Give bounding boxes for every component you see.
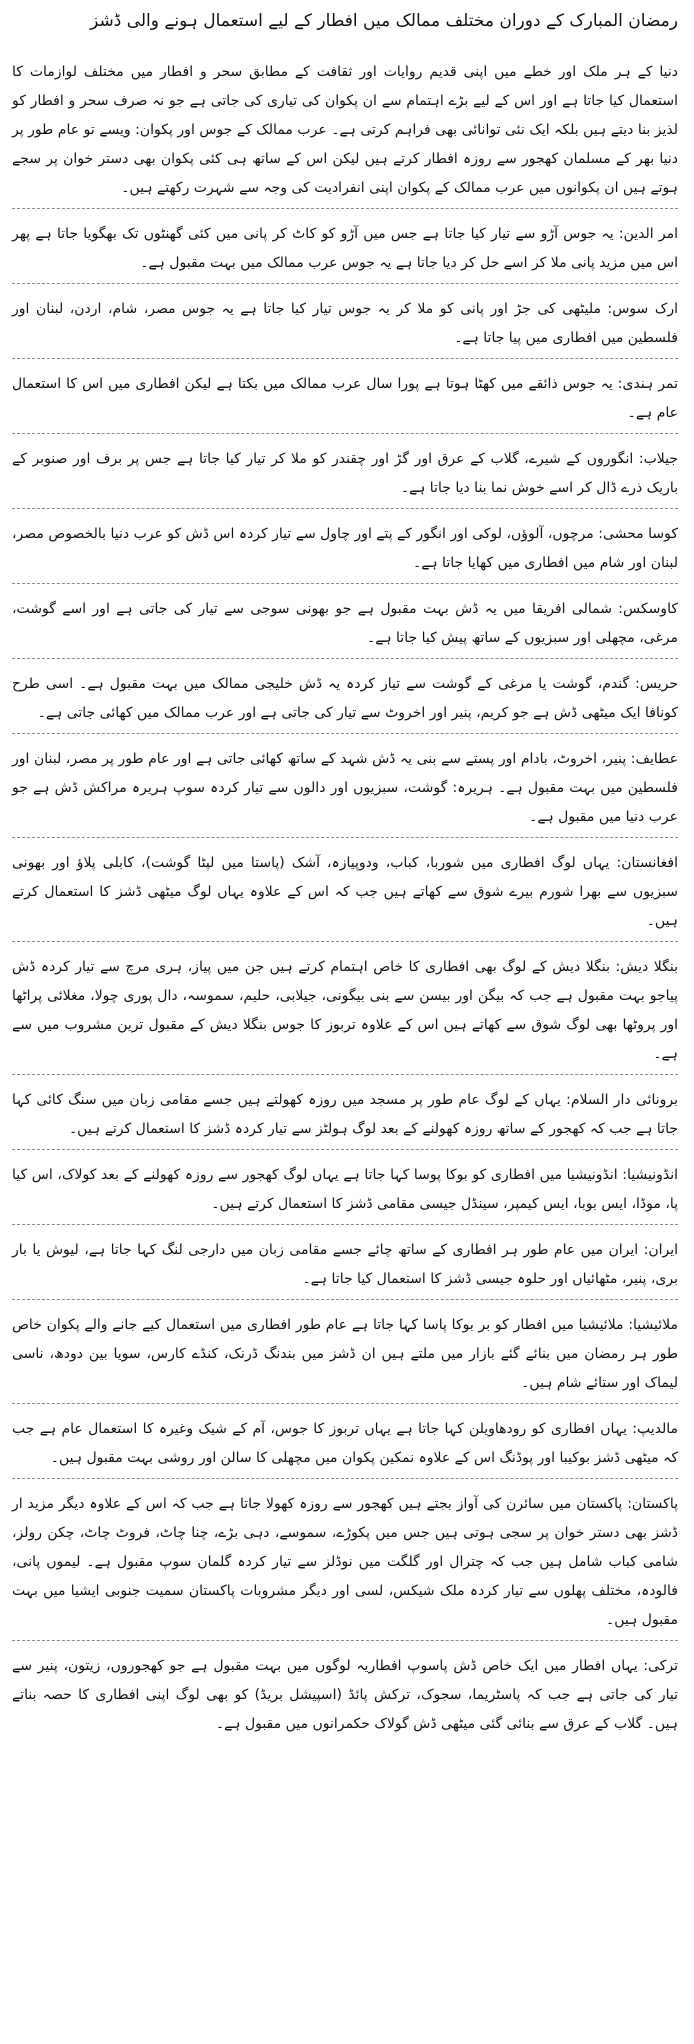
paragraph-divider [12,658,678,659]
paragraph-divider [12,583,678,584]
article-body [12,58,678,1739]
paragraph: امر الدین: یہ جوس آڑو سے تیار کیا جاتا ہے جس میں آڑو کو کاٹ کر پانی میں کئی گھنٹوں تک بھگویا جاتا ہے پھر اس میں مزید پانی ملا کر اسے حل کر دیا جاتا ہے یہ جوس عرب ممالک میں بہت مقبول ہے۔ [12,226,678,271]
paragraph-divider [12,733,678,734]
paragraph-divider [12,1224,678,1225]
paragraph: بنگلا دیش: بنگلا دیش کے لوگ بھی افطاری کا خاص اہتمام کرتے ہیں جن میں پیاز، ہری مرچ سے تیار کردہ ڈش پیاجو بہت مقبول ہے جب کہ بیگن اور بیسن سے بنی بیگونی، جیلابی، حلیم، سموسہ، دال پوری چولا، مغلائی پراٹھا اور پروٹھا بھی لوگ شوق سے کھاتے ہیں اس کے علاوہ تربوز کا جوس بنگلا دیش کے مقبول ترین مشروب میں سے ہے۔ [12,959,678,1062]
paragraph-divider [12,1478,678,1479]
paragraph: ترکی: یہاں افطار میں ایک خاص ڈش پاسوپ افطاریہ لوگوں میں بہت مقبول ہے جو کھجوروں، زیتون، پنیر سے تیار کی جاتی ہے جب کہ پاسٹریما، سجوک، ترکش پائڈ (اسپیشل بریڈ) کو بھی لوگ اپنی افطاری کا حصہ بناتے ہیں۔ گلاب کے عرق سے بنائی گئی میٹھی ڈش گولاک حکمرانوں میں مقبول ہے۔ [12,1658,678,1732]
paragraph-divider [12,837,678,838]
paragraph-divider [12,208,678,209]
paragraph-divider [12,1640,678,1641]
paragraph: کوسا محشی: مرچوں، آلوؤں، لوکی اور انگور کے پتے اور چاول سے تیار کردہ اس ڈش کو عرب دنیا بالخصوص مصر، لبنان اور شام میں افطاری میں کھایا جاتا ہے۔ [11,526,678,571]
paragraph-divider [12,433,678,434]
paragraph: دنیا کے ہر ملک اور خطے میں اپنی قدیم روایات اور ثقافت کے مطابق سحر و افطار میں مختلف لوازمات کا استعمال کیا جاتا ہے اور اس کے لیے بڑے اہتمام سے ان پکوان کی تیاری کی جاتی ہے جو نہ صرف سحر و افطار کو لذیز بنا دیتے ہیں بلکہ ایک نئی توانائی بھی فراہم کرتی ہے۔ عرب ممالک کے جوس اور پکوان: ویسے تو عام طور پر دنیا بھر کے مسلمان کھجور سے روزہ افطار کرتے ہیں لیکن اس کے ساتھ ہی کئی پکوان بھی دستر خوان پر سجے ہوتے ہیں ان پکوانوں میں عرب ممالک کے پکوان اپنی انفرادیت کی وجہ سے شہرت رکھتے ہیں۔ [12,64,678,196]
paragraph: ارک سوس: ملیٹھی کی جڑ اور پانی کو ملا کر یہ جوس تیار کیا جاتا ہے یہ جوس مصر، شام، اردن، لبنان اور فلسطین میں افطاری میں پیا جاتا ہے۔ [12,301,678,346]
paragraph-divider [12,941,678,942]
paragraph-divider [12,1074,678,1075]
paragraph: حریس: گندم، گوشت یا مرغی کے گوشت سے تیار کردہ یہ ڈش خلیجی ممالک میں بہت مقبول ہے۔ اسی طرح کونافا ایک میٹھی ڈش ہے جو کریم، پنیر اور اخروٹ سے تیار کی جاتی ہے اور عرب ممالک میں کھائی جاتی ہے۔ [12,676,678,721]
paragraph: کاوسکس: شمالی افریقا میں یہ ڈش بہت مقبول ہے جو بھونی سوجی سے تیار کی جاتی ہے اور اسے گوشت، مرغی، مچھلی اور سبزیوں کے ساتھ پیش کیا جاتا ہے۔ [12,601,678,646]
paragraph: عطایف: پنیر، اخروٹ، بادام اور پستے سے بنی یہ ڈش شہد کے ساتھ کھائی جاتی ہے اور عام طور پر مصر، لبنان اور فلسطین میں بہت مقبول ہے۔ ہریرہ: گوشت، سبزیوں اور دالوں سے تیار کردہ سوپ ہریرہ مراکش ڈش ہے جو عرب دنیا میں مقبول ہے۔ [12,751,678,825]
paragraph: ملائیشیا: ملائیشیا میں افطار کو بر بوکا پاسا کہا جاتا ہے عام طور افطاری میں استعمال کیے جانے والے پکوان خاص طور ہر رمضان میں بنائے گئے بازار میں ملتے ہیں ان ڈشز میں بندنگ ڈرنک، کنڈے کارس، سویا بین دودھ، ناسی لیماک اور ستائے شام ہیں۔ [12,1317,678,1391]
paragraph-divider [12,358,678,359]
article-title: رمضان المبارک کے دوران مختلف ممالک میں افطار کے لیے استعمال ہونے والی ڈشز [90,11,678,31]
paragraph: افغانستان: یہاں لوگ افطاری میں شوربا، کباب، ودوپیازہ، آشک (پاستا میں لپٹا گوشت)، کابلی پلاؤ اور بھونی سبزیوں سے بھرا شورم بیرے شوق سے کھاتے ہیں جب کہ اس کے علاوہ یہاں لوگ میٹھی ڈشز کا استعمال کرتے ہیں۔ [12,855,678,929]
paragraph: مالدیپ: یہاں افطاری کو رودھاویلن کہا جاتا ہے یہاں تربوز کا جوس، آم کے شیک وغیرہ کا استعمال عام ہے جب کہ میٹھی ڈشز بوکیبا اور پوڈنگ اس کے علاوہ نمکین پکوان میں مچھلی کا سالن اور روشی بہت مقبول ہیں۔ [12,1421,678,1466]
paragraph-divider [12,1149,678,1150]
paragraph-divider [12,1299,678,1300]
paragraph-divider [12,1403,678,1404]
paragraph: جیلاب: انگوروں کے شیرے، گلاب کے عرق اور گڑ اور چقندر کو ملا کر تیار کیا جاتا ہے جس پر برف اور صنوبر کے باریک ذرے ڈال کر اسے خوش نما بنا دیا جاتا ہے۔ [12,451,678,496]
paragraph: پاکستان: پاکستان میں سائرن کی آواز بجتے ہیں کھجور سے روزہ کھولا جاتا ہے جب کہ اس کے علاوہ دیگر مزید ار ڈشز بھی دستر خوان پر سجی ہوتی ہیں جس میں پکوڑے، سموسے، دہی بڑے، چنا چاٹ، فروٹ چاٹ، چکن رولز، شامی کباب شامل ہیں جب کہ چترال اور گلگت میں نوڈلز سے تیار کردہ گلمان سوپ مقبول ہے۔ لیموں پانی، فالودہ، مختلف پھلوں سے تیار کردہ ملک شیکس، لسی اور دیگر مشروبات پاکستان سمیت جنوبی ایشیا میں بہت مقبول ہیں۔ [12,1496,678,1628]
paragraph: تمر ہندی: یہ جوس ذائقے میں کھٹا ہوتا ہے پورا سال عرب ممالک میں بکتا ہے لیکن افطاری میں اس کا استعمال عام ہے۔ [12,376,678,421]
paragraph-divider [12,508,678,509]
paragraph: برونائی دار السلام: یہاں کے لوگ عام طور پر مسجد میں روزہ کھولتے ہیں جسے مقامی زبان میں سنگ کائی کہا جاتا ہے جب کہ کھجور کے ساتھ روزہ کھولنے کے بعد لوگ ہولٹز سے تیار کردہ ڈشز کا استعمال کرتے ہیں۔ [12,1092,678,1137]
paragraph-divider [12,283,678,284]
paragraph: ایران: ایران میں عام طور ہر افطاری کے ساتھ چائے جسے مقامی زبان میں دارجی لنگ کہا جاتا ہے، لیوش یا بار بری، پنیر، مٹھائیاں اور حلوہ جیسی ڈشز کا استعمال کیا جاتا ہے۔ [12,1242,678,1287]
paragraph: انڈونیشیا: انڈونیشیا میں افطاری کو بوکا پوسا کہا جاتا ہے یہاں لوگ کھجور سے روزہ کھولنے کے بعد کولاک، اس کیا پا، موڈا، ایس بوبا، ایس کیمپر، سینڈل جیسی مقامی ڈشز کا استعمال کرتے ہیں۔ [12,1167,678,1212]
